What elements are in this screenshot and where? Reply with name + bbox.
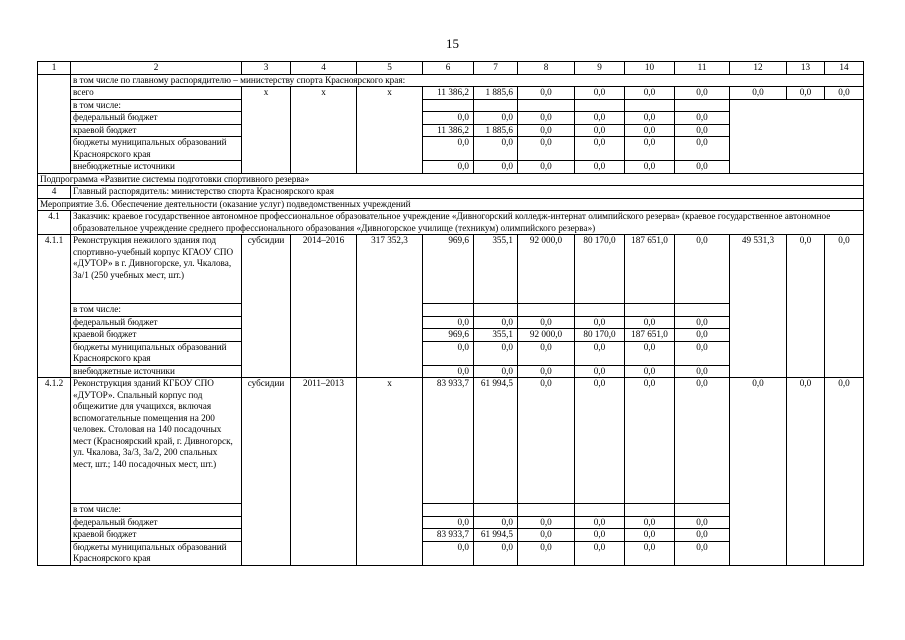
- table-row: 4.1.2 Реконструкция зданий КГБОУ СПО «ДУТОР». Спальный корпус под общежитие для учащихся, включая вспомогательные помещения на 200 человек. Столовая на 140 посадочных мест (Красноярский край, г. Дивногорск, ул. Чкалова, 3а/3, 3а/2, 200 спальных мест, шт.; 140 посадочных мест, шт.) субсидии 2011–2013 х 83 933,7 61 994,5 0,0 0,0 0,0 0,0 0,0 0,0 0,0: [38, 378, 864, 504]
- table-row: в том числе:: [38, 99, 864, 112]
- table-row: в том числе:: [38, 304, 864, 317]
- main-manager: Главный распорядитель: министерство спорта Красноярского края: [71, 186, 864, 199]
- measure-title: Мероприятие 3.6. Обеспечение деятельности (оказание услуг) подведомственных учреждений: [38, 198, 864, 211]
- budget-table: [37, 61, 864, 566]
- table-row: краевой бюджет 969,6 355,1 92 000,0 80 170,0 187 651,0 0,0: [38, 329, 864, 342]
- table-row: бюджеты муниципальных образований Красноярского края 0,0 0,0 0,0 0,0 0,0 0,0: [38, 541, 864, 565]
- table-row: в том числе:: [38, 504, 864, 517]
- table-row: всего х х х 11 386,2 1 885,6 0,0 0,0 0,0 0,0 0,0 0,0 0,0: [38, 87, 864, 100]
- table-row: краевой бюджет 11 386,2 1 885,6 0,0 0,0 0,0 0,0: [38, 124, 864, 137]
- table-row: внебюджетные источники 0,0 0,0 0,0 0,0 0,0 0,0: [38, 161, 864, 174]
- table-row: [38, 198, 864, 211]
- table-row: [38, 173, 864, 186]
- header-row: 1 2 3 4 5 6 7 8 9 10 11 12 13 14: [38, 62, 864, 75]
- table-row: федеральный бюджет 0,0 0,0 0,0 0,0 0,0 0,0: [38, 516, 864, 529]
- section-title: в том числе по главному распорядителю – министерству спорта Красноярского края:: [71, 74, 864, 87]
- table-row: 4 Главный распорядитель: министерство спорта Красноярского края: [38, 186, 864, 199]
- table-row: [38, 74, 864, 87]
- table-row: внебюджетные источники 0,0 0,0 0,0 0,0 0,0 0,0: [38, 365, 864, 378]
- table-row: 4.1 Заказчик: краевое государственное автономное профессиональное образовательное учреждение «Дивногорский колледж-интернат олимпийского резерва» (краевое государственное автономное образовательное учреждение среднего профессионального образования «Дивногорское училище (техникум) олимпийского резерва»): [38, 211, 864, 235]
- table-row: федеральный бюджет 0,0 0,0 0,0 0,0 0,0 0,0: [38, 112, 864, 125]
- customer-text: Заказчик: краевое государственное автономное профессиональное образовательное учреждение «Дивногорский колледж-интернат олимпийского резерва» (краевое государственное автономное образовательное учреждение среднего профессионального образования «Дивногорское училище (техникум) олимпийского резерва»): [71, 211, 864, 235]
- page-number: 15: [446, 36, 459, 51]
- table-row: бюджеты муниципальных образований Красноярского края 0,0 0,0 0,0 0,0 0,0 0,0: [38, 137, 864, 161]
- table-row: краевой бюджет 83 933,7 61 994,5 0,0 0,0 0,0 0,0: [38, 529, 864, 542]
- subprogram-title: Подпрограмма «Развитие системы подготовки спортивного резерва»: [38, 173, 864, 186]
- table-row: федеральный бюджет 0,0 0,0 0,0 0,0 0,0 0,0: [38, 316, 864, 329]
- table-row: 4.1.1 Реконструкция нежилого здания под спортивно-учебный корпус КГАОУ СПО «ДУТОР» в г. Дивногорске, ул. Чкалова, 3а/1 (250 учебных мест, шт.) субсидии 2014–2016 317 352,3 969,6 355,1 92 000,0 80 170,0 187 651,0 0,0 49 531,3 0,0 0,0: [38, 235, 864, 304]
- object-name: Реконструкция зданий КГБОУ СПО «ДУТОР». Спальный корпус под общежитие для учащихся, включая вспомогательные помещения на 200 человек. Столовая на 140 посадочных мест (Красноярский край, г. Дивногорск, ул. Чкалова, 3а/3, 3а/2, 200 спальных мест, шт.; 140 посадочных мест, шт.): [71, 378, 242, 504]
- table-row: бюджеты муниципальных образований Красноярского края 0,0 0,0 0,0 0,0 0,0 0,0: [38, 341, 864, 365]
- object-name: Реконструкция нежилого здания под спортивно-учебный корпус КГАОУ СПО «ДУТОР» в г. Дивногорске, ул. Чкалова, 3а/1 (250 учебных мест, шт.): [71, 235, 242, 304]
